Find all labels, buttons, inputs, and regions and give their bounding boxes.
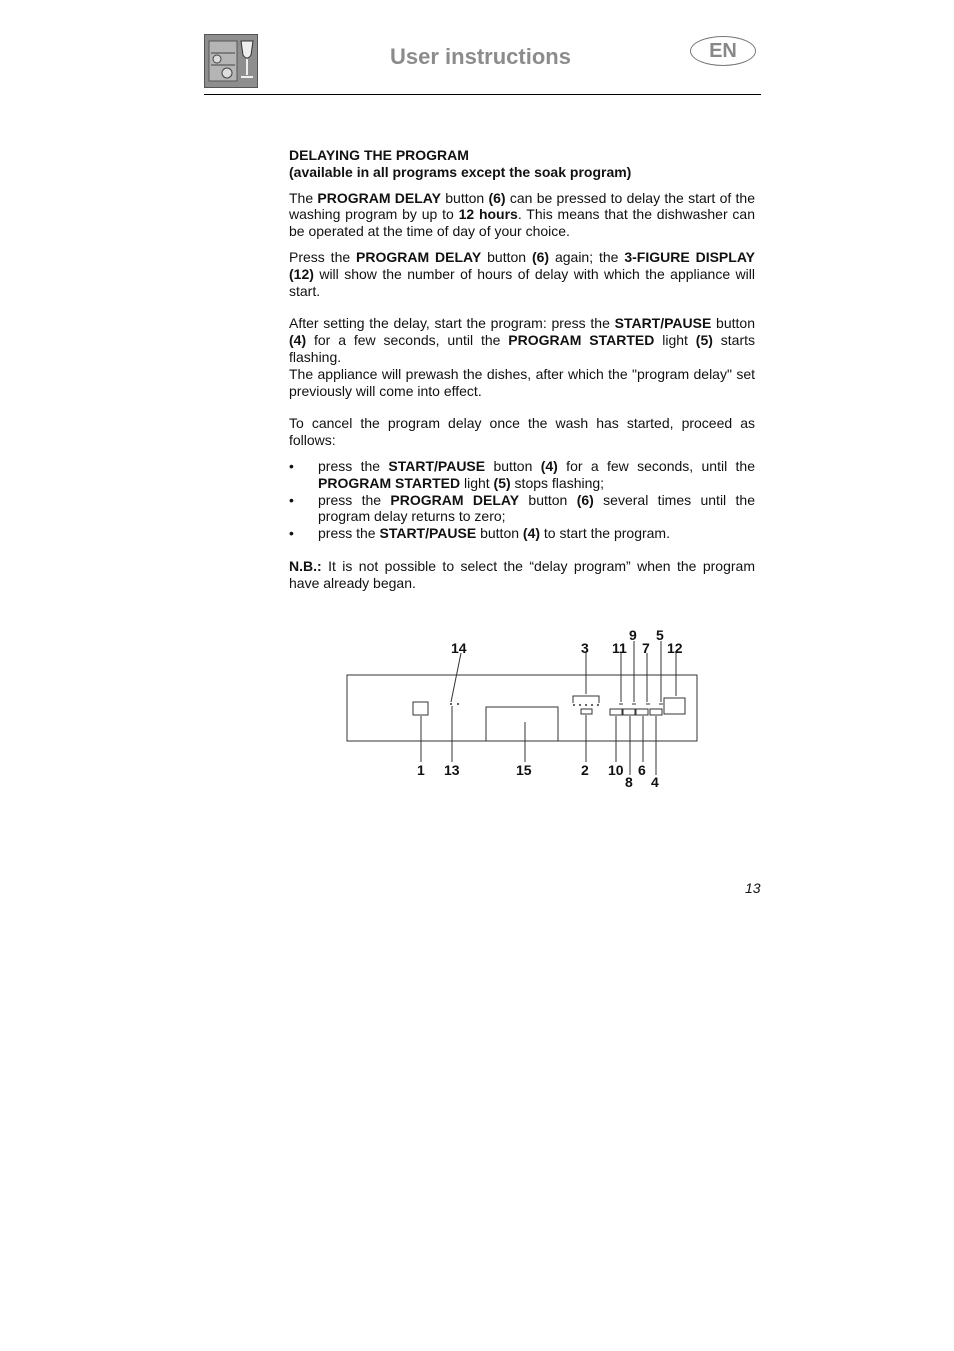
panel-button: [650, 709, 662, 715]
cancel-steps-list: [289, 458, 755, 542]
callout-label: 7: [642, 640, 650, 656]
handle-recess: [486, 707, 558, 741]
main-content: [289, 147, 755, 592]
indicator-dot: [585, 704, 587, 706]
list-item: • press the START/PAUSE button (4) for a few seconds, until the PROGRAM STARTED light (5) stops flashing;: [289, 457, 755, 491]
indicator-dot: [573, 704, 575, 706]
callout-label: 12: [667, 640, 683, 656]
callout-label: 15: [516, 762, 532, 778]
leader-line: [451, 653, 461, 702]
callout-label: 2: [581, 762, 589, 778]
program-indicators: [573, 696, 599, 703]
panel-outline: [347, 675, 697, 741]
callout-label: 13: [444, 762, 460, 778]
page-number: 13: [745, 880, 761, 896]
panel-button: [610, 709, 622, 715]
paragraph-cancel-intro: To cancel the program delay once the wash has started, proceed as follows:: [289, 415, 755, 449]
paragraph-press-again: Press the PROGRAM DELAY button (6) again; the 3-FIGURE DISPLAY (12) will show the number of hours of delay with which the appliance will start.: [289, 248, 755, 299]
callout-label: 4: [651, 774, 659, 790]
callout-label: 10: [608, 762, 624, 778]
main-switch: [413, 702, 428, 715]
three-figure-display: [664, 698, 685, 714]
callout-label: 11: [612, 640, 627, 656]
callout-label: 8: [625, 774, 633, 790]
callout-label: 3: [581, 640, 589, 656]
indicator-dot: [579, 704, 581, 706]
indicator-dot: [450, 703, 452, 705]
callout-label: 1: [417, 762, 425, 778]
control-panel-diagram: [340, 625, 705, 795]
header-divider: [204, 94, 761, 95]
dishwasher-logo-icon: [204, 34, 258, 88]
callout-label: 14: [451, 640, 467, 656]
section-title: DELAYING THE PROGRAM: [289, 147, 469, 163]
language-badge: EN: [690, 36, 756, 66]
panel-button: [636, 709, 648, 715]
indicator-dot: [591, 704, 593, 706]
indicator-dot: [597, 704, 599, 706]
callout-label: 9: [629, 627, 637, 643]
paragraph-prewash: The appliance will prewash the dishes, after which the "program delay" set previously will come into effect.: [289, 365, 755, 399]
paragraph-start-program: After setting the delay, start the program: press the START/PAUSE button (4) for a few seconds, until the PROGRAM STARTED light (5) starts flashing.: [289, 315, 756, 365]
paragraph-program-delay: The PROGRAM DELAY button (6) can be pressed to delay the start of the washing program by up to 12 hours. This means that the dishwasher can be operated at the time of day of your choice.: [289, 189, 756, 240]
list-item: • press the PROGRAM DELAY button (6) several times until the program delay returns to zero;: [289, 491, 755, 525]
indicator-dot: [457, 703, 459, 705]
callout-label: 5: [656, 627, 664, 643]
panel-button: [623, 709, 635, 715]
program-button: [581, 709, 592, 714]
list-item: • press the START/PAUSE button (4) to start the program.: [289, 525, 670, 542]
page-header-title: User instructions: [390, 44, 571, 69]
callout-label: 6: [638, 762, 646, 778]
note-paragraph: N.B.: It is not possible to select the “delay program” when the program have already began.: [289, 557, 755, 591]
section-subtitle: (available in all programs except the soak program): [289, 163, 632, 180]
